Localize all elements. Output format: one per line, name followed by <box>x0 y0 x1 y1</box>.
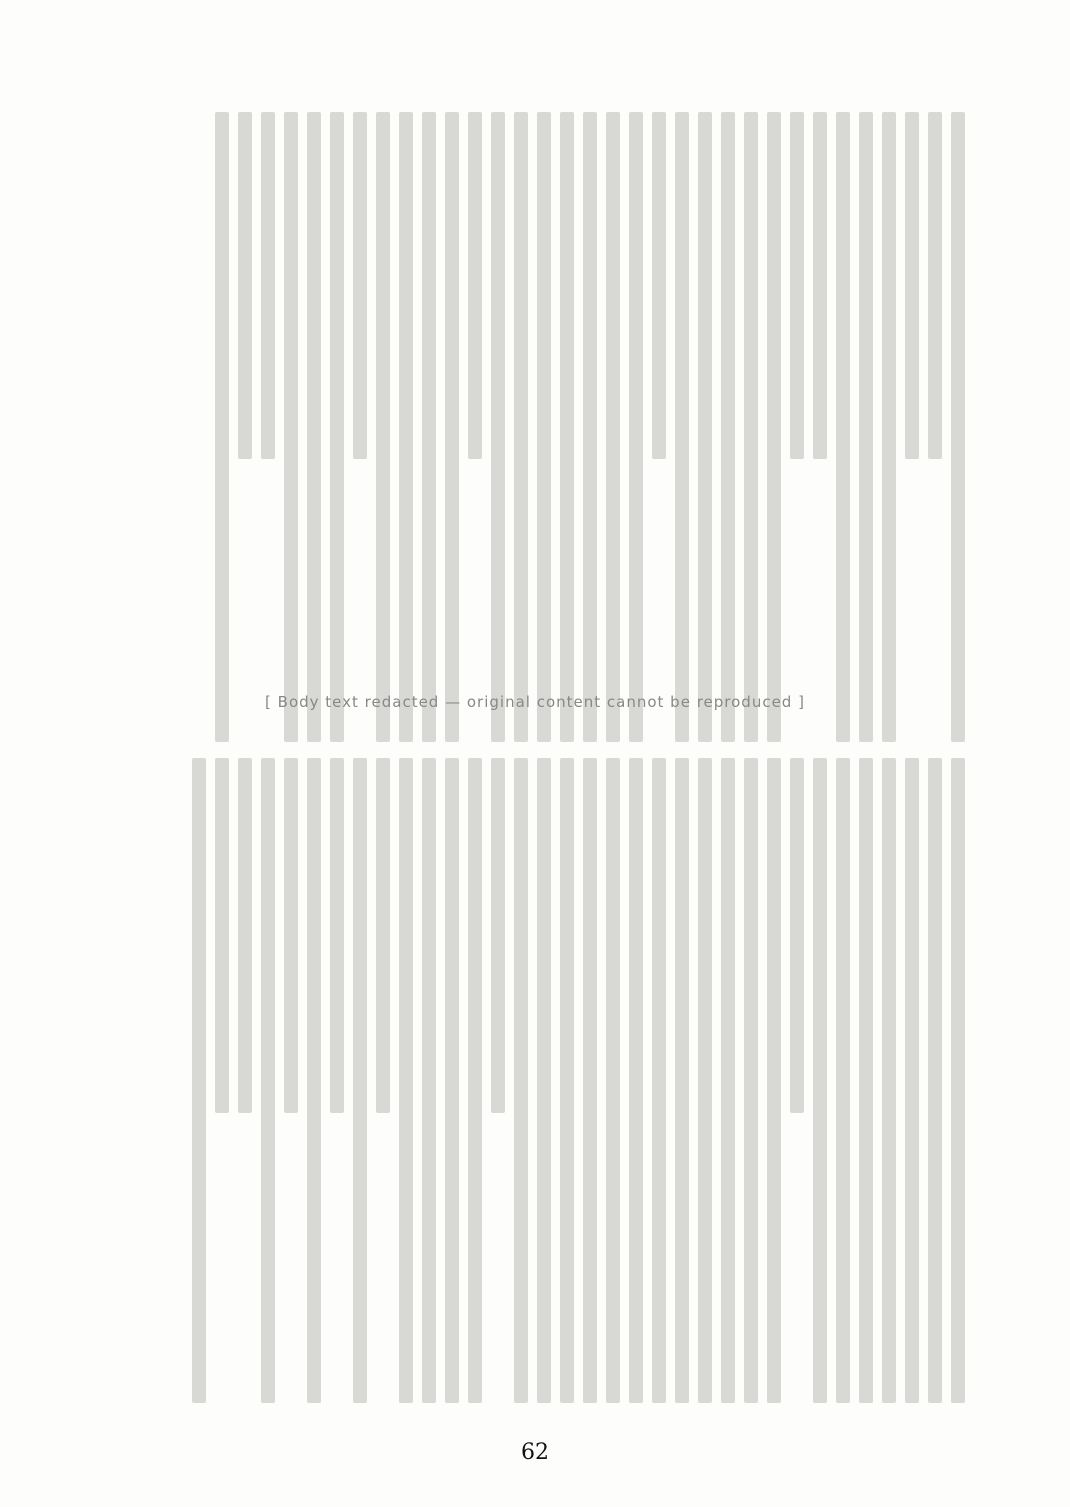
redacted-text-column <box>698 112 712 742</box>
redacted-text-column <box>307 758 321 1403</box>
redacted-text-column <box>905 112 919 459</box>
redacted-text-column <box>951 758 965 1403</box>
redacted-text-column <box>767 112 781 742</box>
redacted-text-column <box>330 758 344 1113</box>
redacted-text-column <box>468 112 482 459</box>
redacted-text-column <box>606 758 620 1403</box>
redacted-text-column <box>882 112 896 742</box>
text-block-lower <box>110 758 965 1403</box>
redacted-text-column <box>606 112 620 742</box>
redacted-text-column <box>813 758 827 1403</box>
redacted-text-column <box>951 112 965 742</box>
redacted-text-column <box>353 758 367 1403</box>
redacted-text-column <box>675 112 689 742</box>
redacted-text-column <box>353 112 367 459</box>
redacted-text-column <box>399 758 413 1403</box>
redacted-text-column <box>583 112 597 742</box>
redacted-text-column <box>629 758 643 1403</box>
redacted-text-column <box>261 112 275 459</box>
redacted-text-column <box>928 758 942 1403</box>
redacted-text-column <box>859 112 873 742</box>
redacted-text-column <box>721 112 735 742</box>
redacted-text-column <box>399 112 413 742</box>
redacted-text-column <box>215 758 229 1113</box>
redacted-text-column <box>790 758 804 1113</box>
redacted-text-column <box>652 112 666 459</box>
redacted-text-column <box>560 112 574 742</box>
redacted-text-column <box>514 112 528 742</box>
redacted-text-column <box>284 758 298 1113</box>
redacted-text-column <box>445 758 459 1403</box>
redacted-text-column <box>675 758 689 1403</box>
text-block-upper <box>110 112 965 742</box>
redacted-text-column <box>261 758 275 1403</box>
redacted-text-column <box>445 112 459 742</box>
redacted-text-column <box>629 112 643 742</box>
redacted-text-column <box>491 758 505 1113</box>
redacted-text-column <box>376 758 390 1113</box>
redacted-text-column <box>744 112 758 742</box>
redacted-text-column <box>905 758 919 1403</box>
redacted-text-column <box>376 112 390 742</box>
redacted-text-column <box>537 112 551 742</box>
redacted-text-column <box>537 758 551 1403</box>
redacted-text-column <box>652 758 666 1403</box>
redacted-text-column <box>767 758 781 1403</box>
redacted-text-column <box>491 112 505 742</box>
redacted-text-column <box>928 112 942 459</box>
redacted-text-column <box>560 758 574 1403</box>
redacted-text-column <box>882 758 896 1403</box>
redacted-text-column <box>307 112 321 742</box>
redacted-text-column <box>698 758 712 1403</box>
redacted-text-column <box>422 758 436 1403</box>
redacted-text-column <box>238 758 252 1113</box>
redaction-notice: [ Body text redacted — original content cannot be reproduced ] <box>265 693 805 712</box>
redacted-text-column <box>836 112 850 742</box>
redacted-text-column <box>744 758 758 1403</box>
redacted-text-column <box>284 112 298 742</box>
redacted-text-column <box>514 758 528 1403</box>
page-number: 62 <box>521 1440 549 1465</box>
redacted-text-column <box>468 758 482 1403</box>
redacted-text-column <box>583 758 597 1403</box>
redacted-text-column <box>836 758 850 1403</box>
redacted-text-column <box>330 112 344 742</box>
redacted-text-column <box>215 112 229 742</box>
redacted-text-column <box>238 112 252 459</box>
redacted-text-column <box>813 112 827 459</box>
redacted-text-column <box>790 112 804 459</box>
redacted-text-column <box>192 758 206 1403</box>
redacted-text-column <box>422 112 436 742</box>
redacted-text-column <box>859 758 873 1403</box>
redacted-text-column <box>721 758 735 1403</box>
